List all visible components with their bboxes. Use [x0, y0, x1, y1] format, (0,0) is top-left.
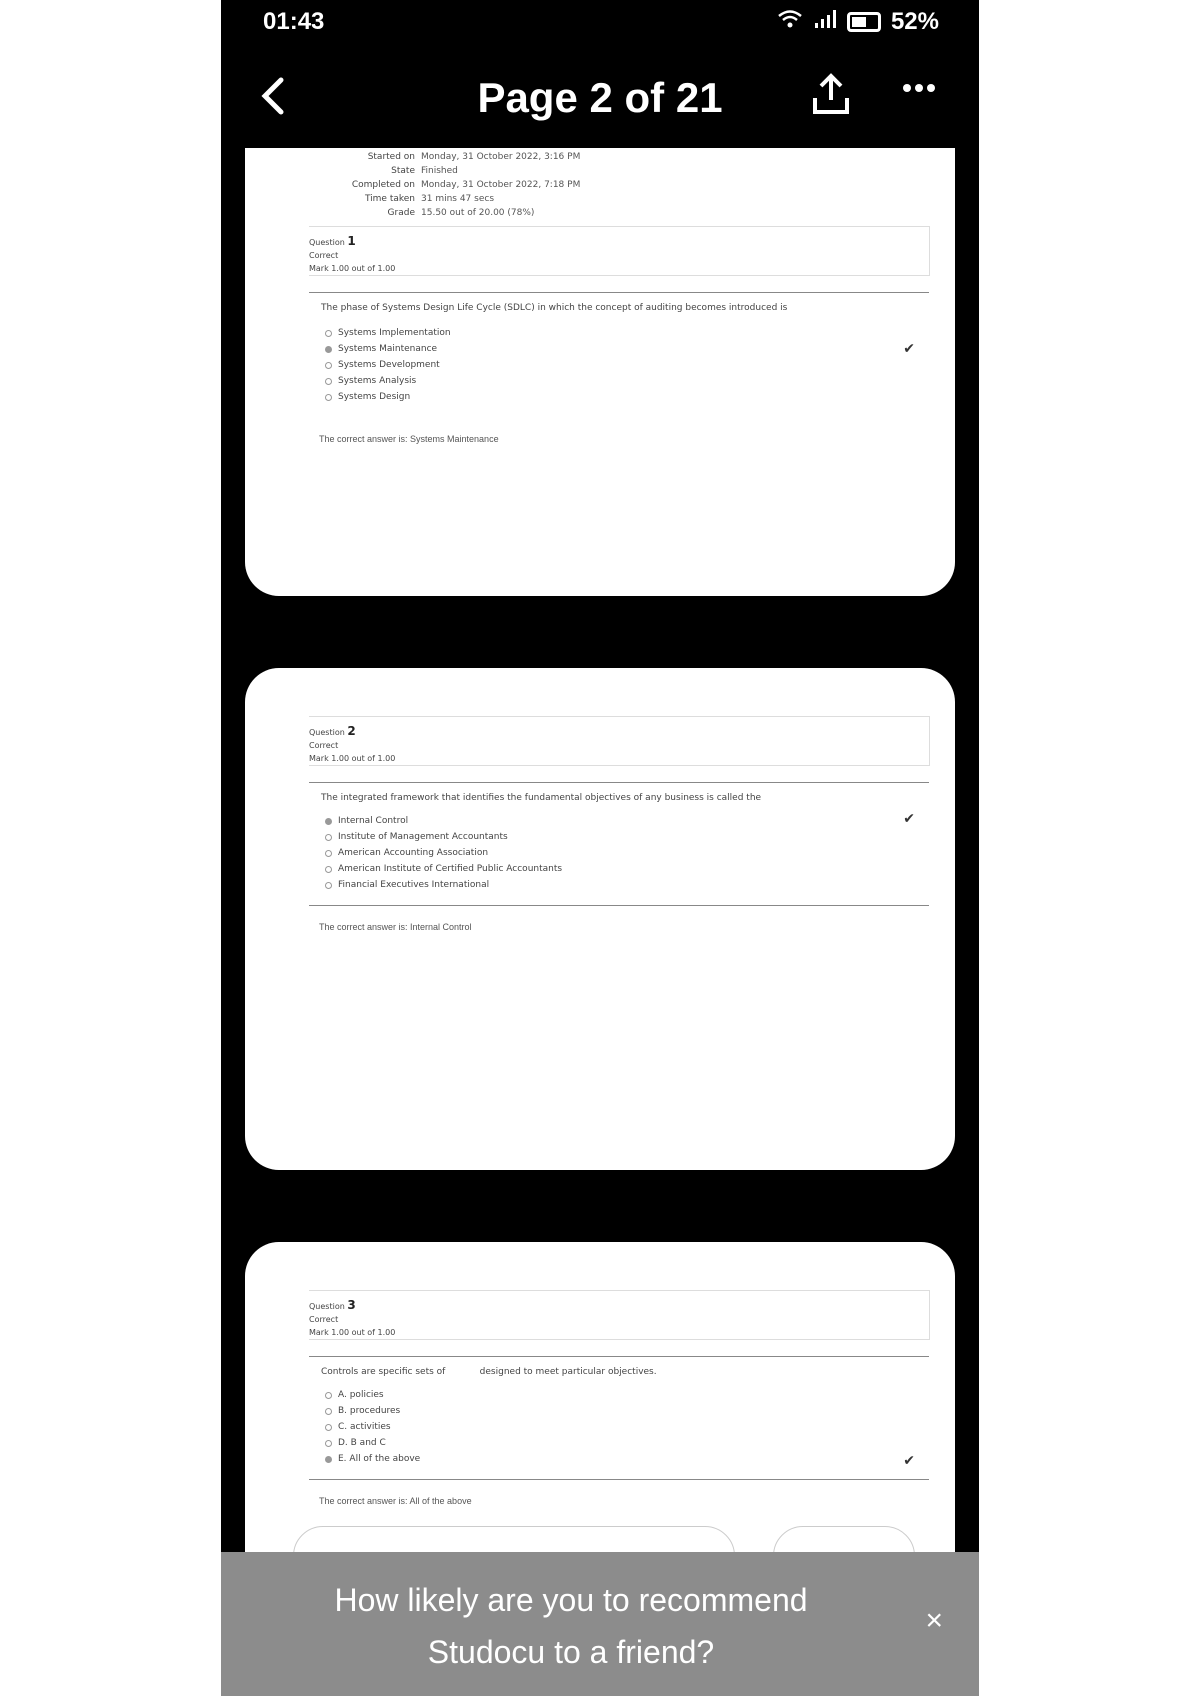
more-options-icon[interactable]	[901, 70, 937, 114]
summary-label: State	[391, 166, 415, 176]
question-mark: Mark 1.00 out of 1.00	[309, 1328, 396, 1337]
checkmark-icon: ✔	[903, 1453, 915, 1469]
correct-answer-text: The correct answer is: All of the above	[319, 1496, 472, 1506]
option-item[interactable]	[325, 1435, 420, 1451]
option-item[interactable]	[325, 861, 562, 877]
radio-icon[interactable]	[325, 1392, 332, 1399]
option-item[interactable]	[325, 325, 451, 341]
close-icon[interactable]: ×	[925, 1604, 943, 1637]
radio-icon[interactable]	[325, 834, 332, 841]
option-item[interactable]	[325, 389, 451, 405]
radio-icon[interactable]	[325, 882, 332, 889]
radio-icon[interactable]	[325, 850, 332, 857]
question-info	[309, 716, 930, 766]
question-number: 2	[347, 724, 356, 738]
feedback-banner	[221, 1552, 979, 1696]
question-box	[309, 1356, 929, 1480]
checkmark-icon: ✔	[903, 341, 915, 357]
option-label: Systems Development	[338, 360, 440, 370]
option-item[interactable]	[325, 1451, 420, 1467]
summary-label: Started on	[367, 152, 415, 162]
radio-icon[interactable]	[325, 394, 332, 401]
option-label: Systems Analysis	[338, 376, 417, 386]
question-box	[309, 292, 929, 421]
summary-value: Monday, 31 October 2022, 7:18 PM	[421, 180, 581, 190]
option-item[interactable]	[325, 357, 451, 373]
radio-icon[interactable]	[325, 1440, 332, 1447]
question-info	[309, 1290, 930, 1340]
option-label: Financial Executives International	[338, 880, 490, 890]
radio-selected-icon[interactable]	[325, 346, 332, 353]
question-status: Correct	[309, 251, 339, 260]
question-label: Question	[309, 1302, 345, 1311]
question-box	[309, 782, 929, 906]
option-label: Internal Control	[338, 816, 409, 826]
radio-icon[interactable]	[325, 362, 332, 369]
question-label: Question	[309, 728, 345, 737]
option-item[interactable]	[325, 813, 562, 829]
radio-icon[interactable]	[325, 866, 332, 873]
correct-answer-text: The correct answer is: Internal Control	[319, 922, 472, 932]
status-icons	[777, 8, 939, 36]
option-label: C. activities	[338, 1422, 391, 1432]
summary-label: Grade	[387, 208, 415, 218]
option-label: American Accounting Association	[338, 848, 489, 858]
signal-icon	[813, 8, 837, 36]
banner-text[interactable]	[221, 1574, 921, 1678]
battery-icon	[847, 12, 881, 32]
option-label: A. policies	[338, 1390, 384, 1400]
attempt-summary	[325, 150, 580, 220]
top-bar	[221, 60, 979, 144]
option-item[interactable]	[325, 829, 562, 845]
option-label: Systems Maintenance	[338, 344, 438, 354]
document-page-2[interactable]	[245, 668, 955, 1170]
phone-screen	[221, 0, 979, 1696]
radio-icon[interactable]	[325, 1408, 332, 1415]
document-page-1[interactable]	[245, 148, 955, 596]
wifi-icon	[777, 8, 803, 36]
option-item[interactable]	[325, 373, 451, 389]
option-label: D. B and C	[338, 1438, 386, 1448]
summary-label: Completed on	[351, 180, 415, 190]
option-item[interactable]	[325, 1387, 420, 1403]
summary-value: 15.50 out of 20.00 (78%)	[421, 208, 535, 218]
option-label: Systems Design	[338, 392, 411, 402]
option-label: B. procedures	[338, 1406, 401, 1416]
option-item[interactable]	[325, 1403, 420, 1419]
question-mark: Mark 1.00 out of 1.00	[309, 754, 396, 763]
status-time: 01:43	[263, 8, 325, 35]
banner-line: Studocu to a friend?	[427, 1634, 715, 1670]
question-label: Question	[309, 238, 345, 247]
radio-selected-icon[interactable]	[325, 818, 332, 825]
page-title: Page 2 of 21	[477, 74, 723, 121]
option-label: Institute of Management Accountants	[338, 832, 508, 842]
question-text: The integrated framework that identifies the fundamental objectives of any business is called the	[321, 793, 762, 803]
options-list	[325, 1387, 420, 1467]
question-number: 3	[347, 1298, 356, 1312]
question-text: Controls are specific sets of designed to meet particular objectives.	[321, 1367, 657, 1377]
question-info	[309, 226, 930, 276]
summary-value: 31 mins 47 secs	[421, 194, 495, 204]
radio-icon[interactable]	[325, 378, 332, 385]
summary-value: Finished	[421, 166, 458, 176]
battery-percent: 52%	[890, 8, 939, 35]
option-item[interactable]	[325, 877, 562, 893]
options-list	[325, 813, 562, 893]
option-item[interactable]	[325, 341, 451, 357]
options-list	[325, 325, 451, 405]
option-item[interactable]	[325, 845, 562, 861]
question-text: The phase of Systems Design Life Cycle (SDLC) in which the concept of auditing becomes introduced is	[321, 303, 788, 313]
summary-value: Monday, 31 October 2022, 3:16 PM	[421, 152, 581, 162]
radio-icon[interactable]	[325, 1424, 332, 1431]
option-label: E. All of the above	[338, 1454, 421, 1464]
checkmark-icon: ✔	[903, 811, 915, 827]
share-icon[interactable]	[811, 72, 851, 126]
option-label: American Institute of Certified Public Accountants	[338, 864, 563, 874]
status-bar	[221, 0, 979, 48]
question-status: Correct	[309, 741, 339, 750]
summary-label: Time taken	[364, 194, 415, 204]
option-item[interactable]	[325, 1419, 420, 1435]
question-number: 1	[347, 234, 356, 248]
correct-answer-text: The correct answer is: Systems Maintenance	[319, 434, 499, 444]
banner-line: How likely are you to recommend	[334, 1582, 808, 1618]
option-label: Systems Implementation	[338, 328, 451, 338]
question-mark: Mark 1.00 out of 1.00	[309, 264, 396, 273]
radio-icon[interactable]	[325, 330, 332, 337]
radio-selected-icon[interactable]	[325, 1456, 332, 1463]
question-status: Correct	[309, 1315, 339, 1324]
